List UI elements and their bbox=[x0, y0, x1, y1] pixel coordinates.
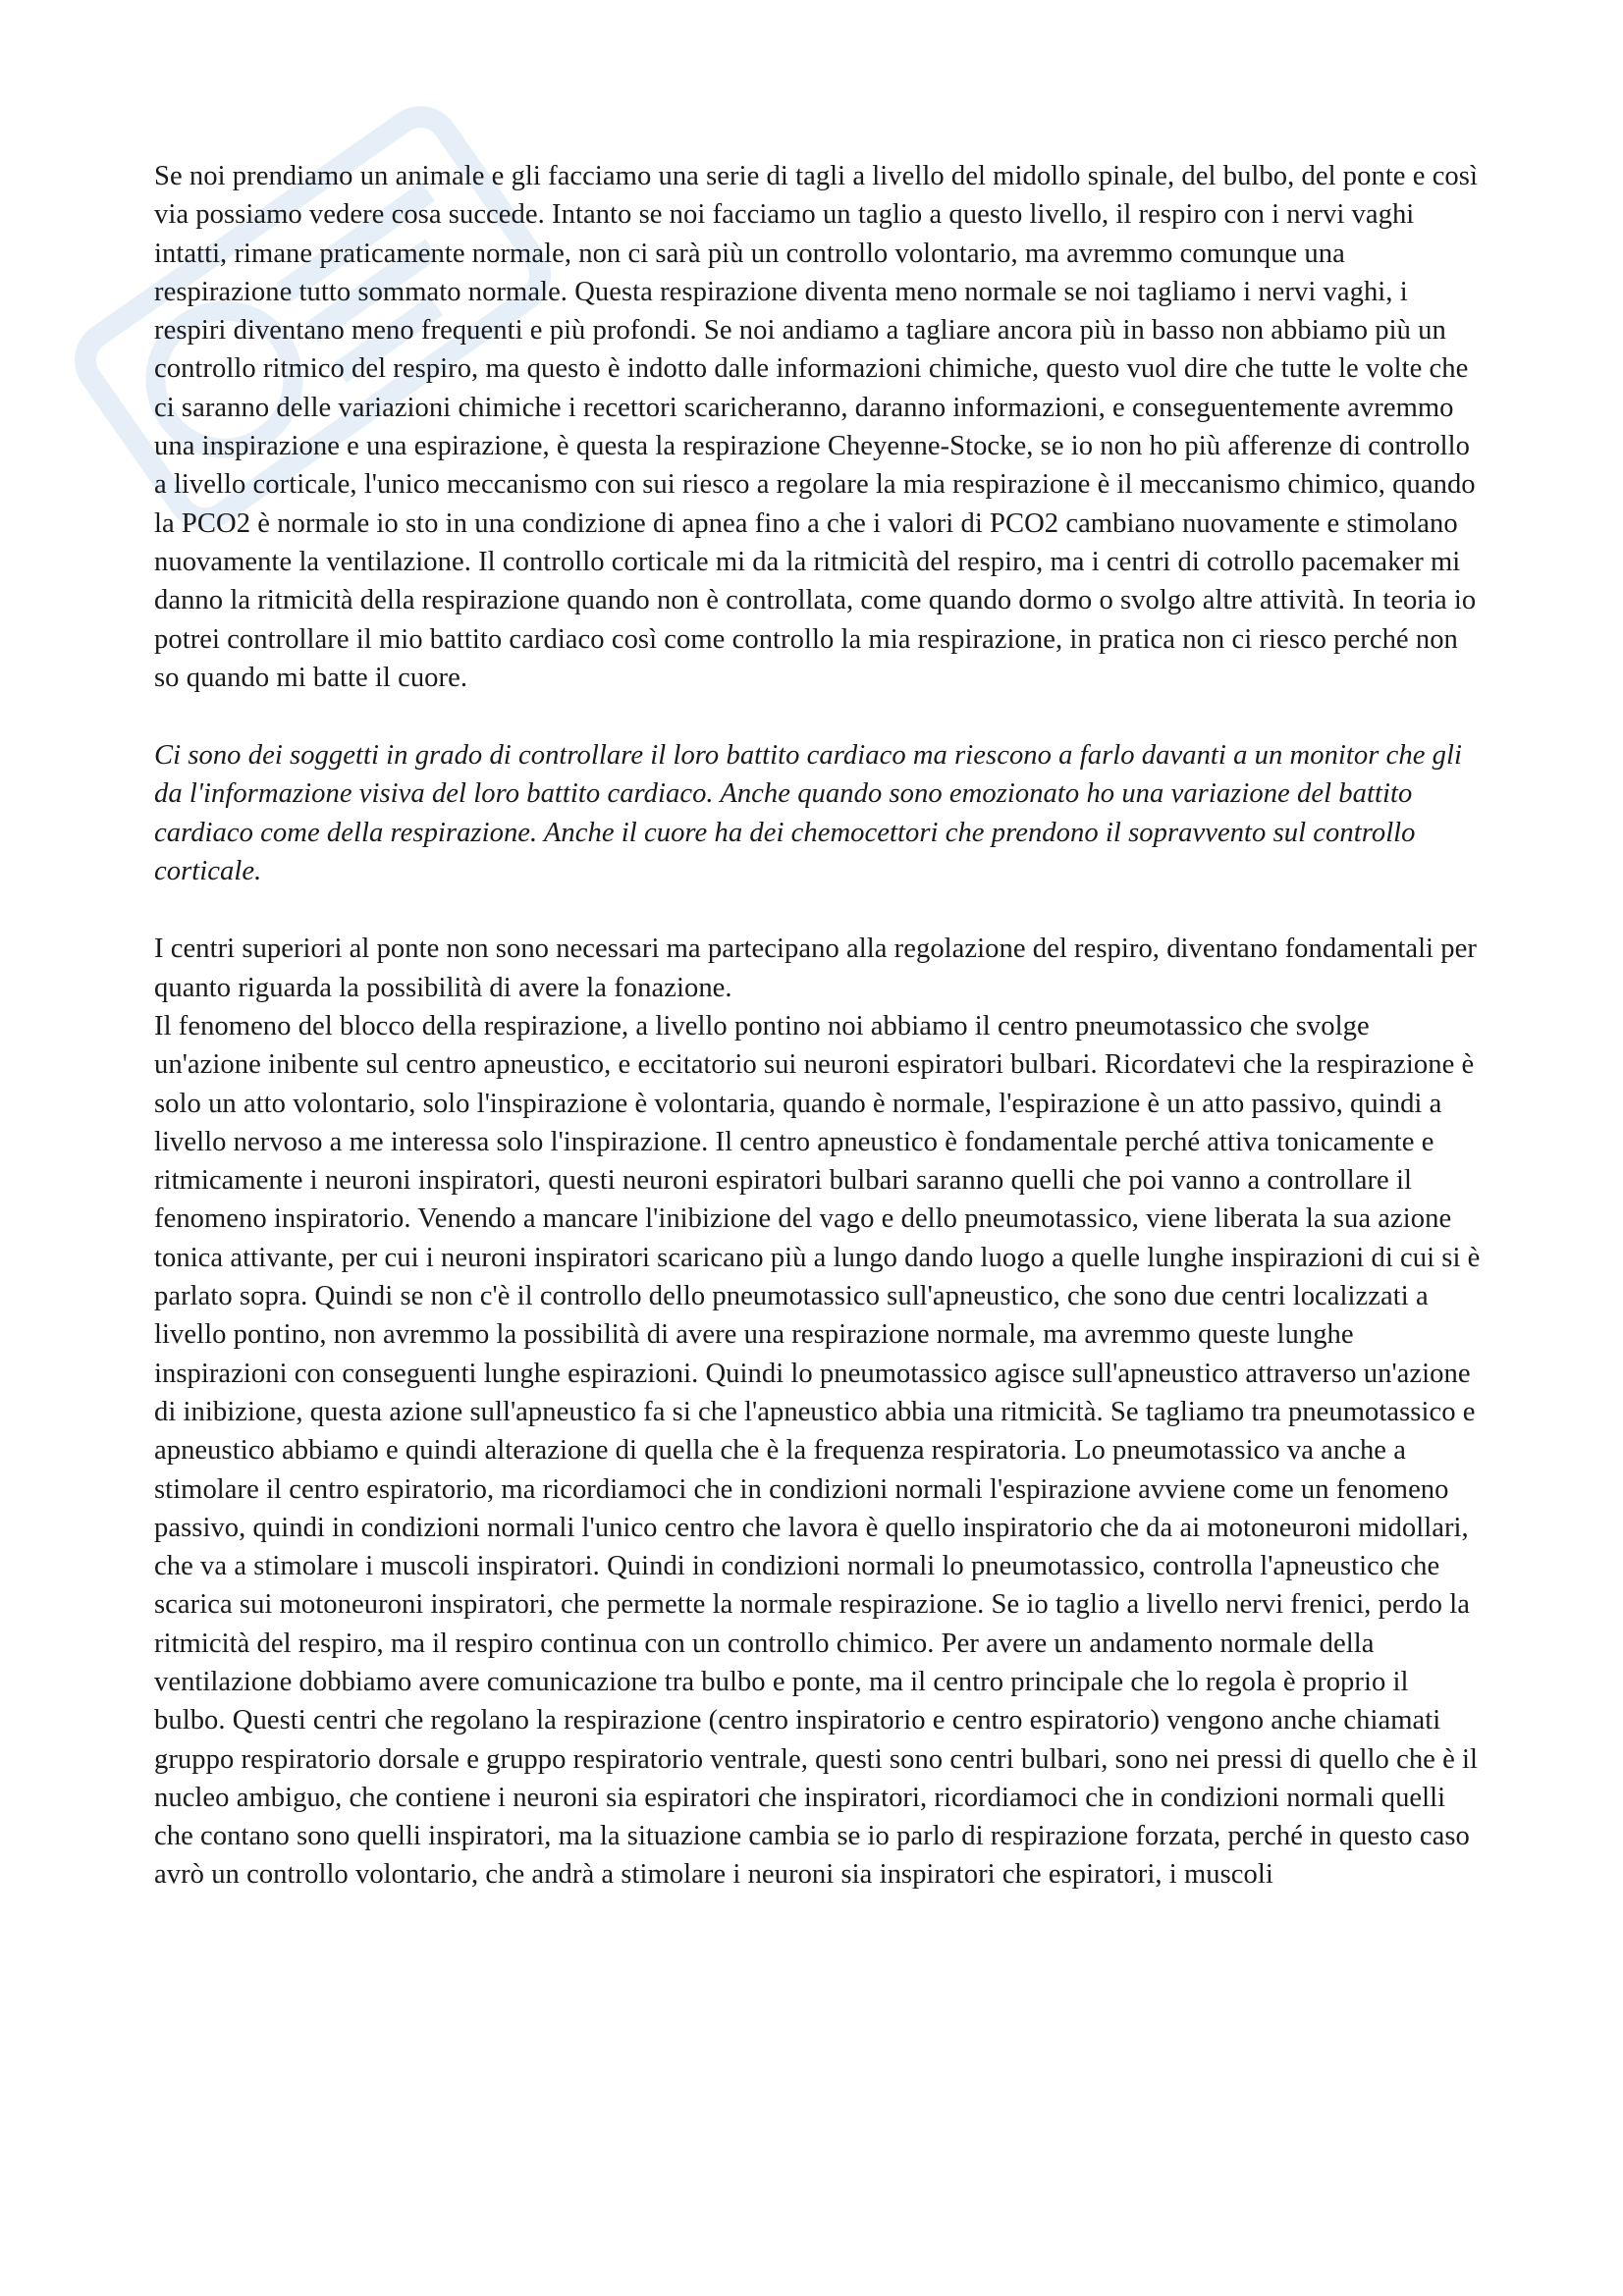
paragraph-2-italic: Ci sono dei soggetti in grado di controllare il loro battito cardiaco ma riescono a farlo davanti a un monitor che gli da l'informazione visiva del loro battito cardiaco. Anche quando sono emozionato ho una variazione del battito cardiaco come della respirazione. Anche il cuore ha dei chemocettori che prendono il sopravvento sul controllo corticale. bbox=[154, 740, 1463, 887]
paragraph-1: Se noi prendiamo un animale e gli facciamo una serie di tagli a livello del midollo spinale, del bulbo, del ponte e così via possiamo vedere cosa succede. Intanto se noi facciamo un taglio a questo livello, il respiro con i nervi vaghi intatti, rimane praticamente normale, non ci sarà più un controllo volontario, ma avremmo comunque una respirazione tutto sommato normale. Questa respirazione diventa meno normale se noi tagliamo i nervi vaghi, i respiri diventano meno frequenti e più profondi. Se noi andiamo a tagliare ancora più in basso non abbiamo più un controllo ritmico del respiro, ma questo è indotto dalle informazioni chimiche, questo vuol dire che tutte le volte che ci saranno delle variazioni chimiche i recettori scaricheranno, daranno informazioni, e conseguentemente avremmo una inspirazione e una espirazione, è questa la respirazione Cheyenne-Stocke, se io non ho più afferenze di controllo a livello corticale, l'unico meccanismo con sui riesco a regolare la mia respirazione è il meccanismo chimico, quando la PCO2 è normale io sto in una condizione di apnea fino a che i valori di PCO2 cambiano nuovamente e stimolano nuovamente la ventilazione. Il controllo corticale mi da la ritmicità del respiro, ma i centri di cotrollo pacemaker mi danno la ritmicità della respirazione quando non è controllata, come quando dormo o svolgo altre attività. In teoria io potrei controllare il mio battito cardiaco così come controllo la mia respirazione, in pratica non ci riesco perché non so quando mi batte il cuore. bbox=[154, 161, 1478, 693]
paragraph-4: Il fenomeno del blocco della respirazione, a livello pontino noi abbiamo il centro pneumotassico che svolge un'azione inibente sul centro apneustico, e eccitatorio sui neuroni espiratori bulbari. Ricordatevi che la respirazione è solo un atto volontario, solo l'inspirazione è volontaria, quando è normale, l'espirazione è un atto passivo, quindi a livello nervoso a me interessa solo l'inspirazione. Il centro apneustico è fondamentale perché attiva tonicamente e ritmicamente i neuroni inspiratori, questi neuroni espiratori bulbari saranno quelli che poi vanno a controllare il fenomeno inspiratorio. Venendo a mancare l'inibizione del vago e dello pneumotassico, viene liberata la sua azione tonica attivante, per cui i neuroni inspiratori scaricano più a lungo dando luogo a quelle lunghe inspirazioni di cui si è parlato sopra. Quindi se non c'è il controllo dello pneumotassico sull'apneustico, che sono due centri localizzati a livello pontino, non avremmo la possibilità di avere una respirazione normale, ma avremmo queste lunghe inspirazioni con conseguenti lunghe espirazioni. Quindi lo pneumotassico agisce sull'apneustico attraverso un'azione di inibizione, questa azione sull'apneustico fa si che l'apneustico abbia una ritmicità. Se tagliamo tra pneumotassico e apneustico abbiamo e quindi alterazione di quella che è la frequenza respiratoria. Lo pneumotassico va anche a stimolare il centro espiratorio, ma ricordiamoci che in condizioni normali l'espirazione avviene come un fenomeno passivo, quindi in condizioni normali l'unico centro che lavora è quello inspiratorio che da ai motoneuroni midollari, che va a stimolare i muscoli inspiratori. Quindi in condizioni normali lo pneumotassico, controlla l'apneustico che scarica sui motoneuroni inspiratori, che permette la normale respirazione. Se io taglio a livello nervi frenici, perdo la ritmicità del respiro, ma il respiro continua con un controllo chimico. Per avere un andamento normale della ventilazione dobbiamo avere comunicazione tra bulbo e ponte, ma il centro principale che lo regola è proprio il bulbo. Questi centri che regolano la respirazione (centro inspiratorio e centro espiratorio) vengono anche chiamati gruppo respiratorio dorsale e gruppo respiratorio ventrale, questi sono centri bulbari, sono nei pressi di quello che è il nucleo ambiguo, che contiene i neuroni sia espiratori che inspiratori, ricordiamoci che in condizioni normali quelli che contano sono quelli inspiratori, ma la situazione cambia se io parlo di respirazione forzata, perché in questo caso avrò un controllo volontario, che andrà a stimolare i neuroni sia inspiratori che espiratori, i muscoli bbox=[154, 1010, 1481, 1891]
paragraph-3: I centri superiori al ponte non sono necessari ma partecipano alla regolazione del respiro, diventano fondamentali per quanto riguarda la possibilità di avere la fonazione. bbox=[154, 934, 1477, 1003]
document-body bbox=[154, 157, 1482, 1895]
